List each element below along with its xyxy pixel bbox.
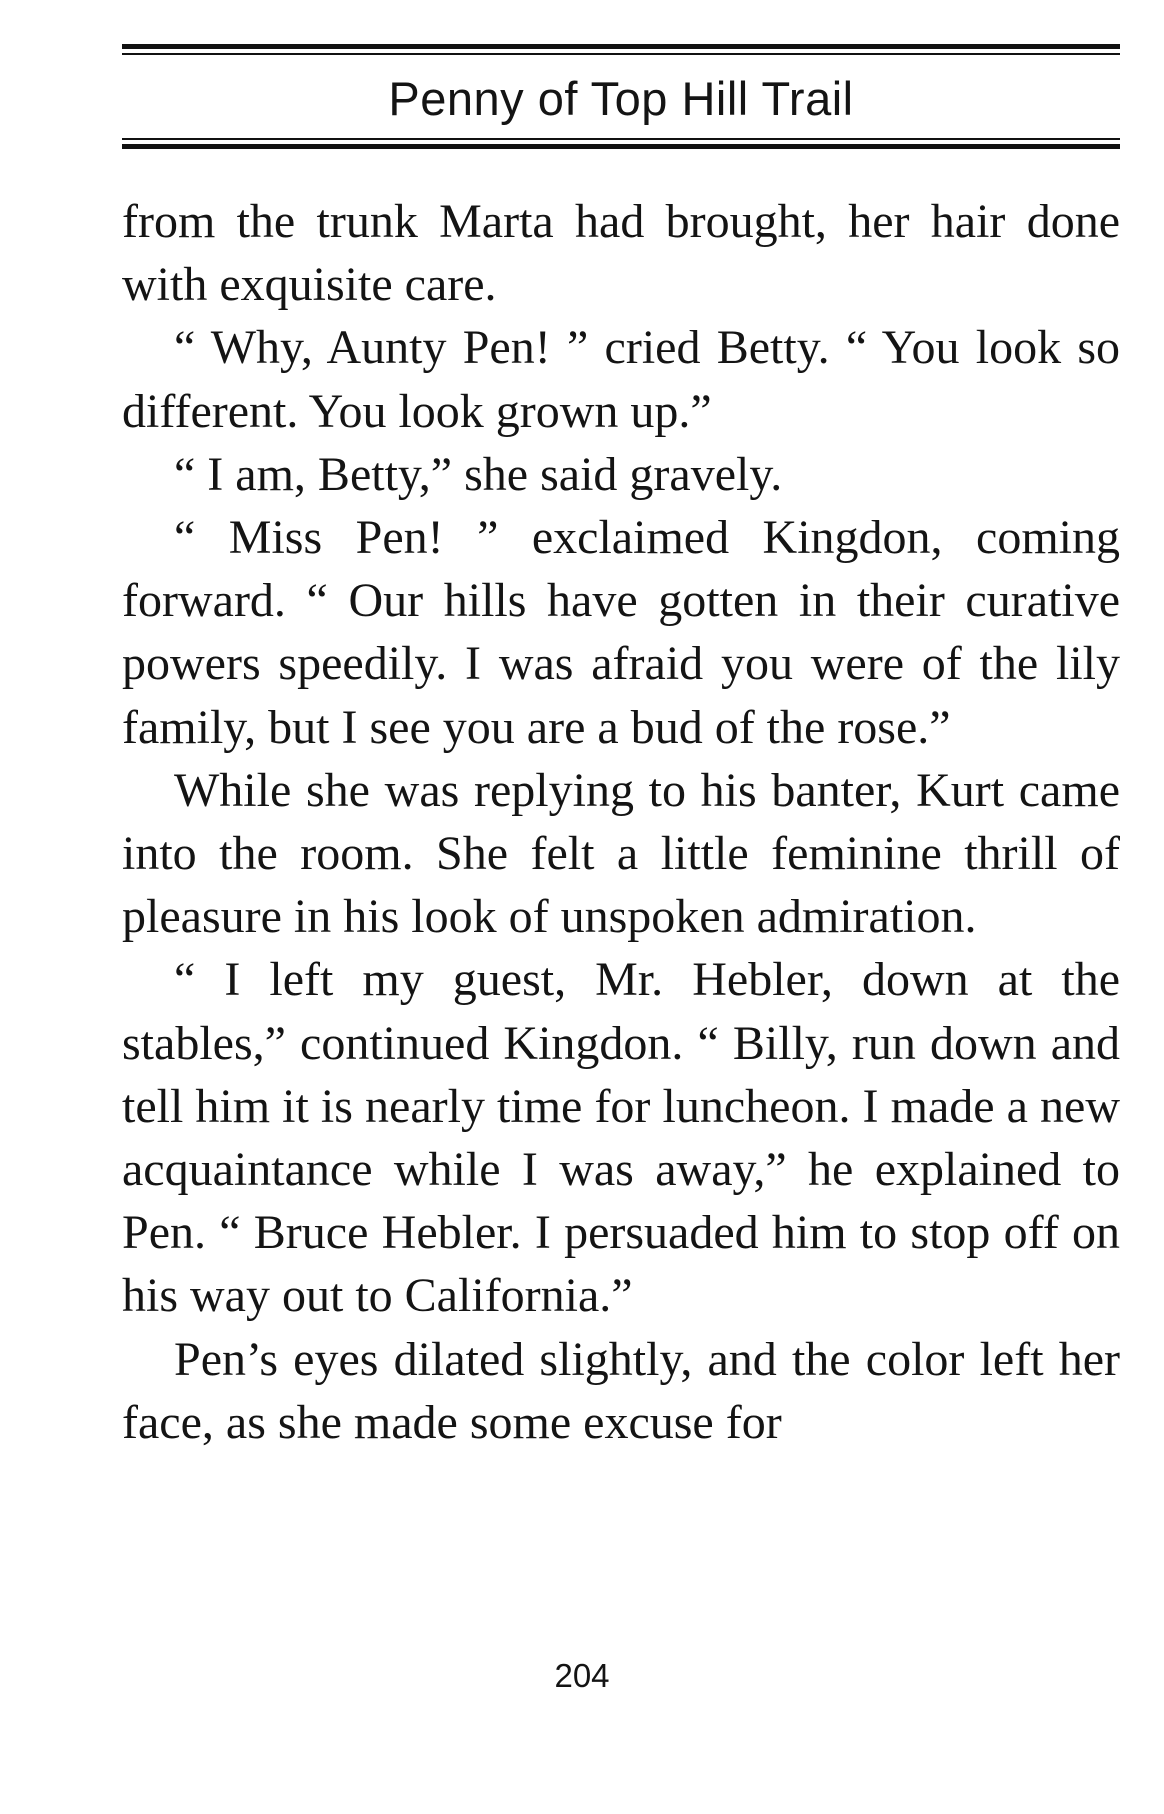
paragraph-continuation: from the trunk Marta had brought, her hair done with exquisite care.	[122, 195, 1120, 312]
paragraph: “ Miss Pen! ” exclaimed Kingdon, coming forward. “ Our hills have gotten in their curative powers speedily. I was afraid you were of the lily family, but I see you are a bud of the rose.”	[122, 511, 1120, 754]
paragraph: “ I am, Betty,” she said gravely.	[174, 447, 783, 501]
page-number: 204	[554, 1657, 610, 1694]
header-bottom-rule	[122, 138, 1120, 149]
header-top-rule-thick	[122, 44, 1120, 49]
header-bottom-rule-thin	[122, 138, 1120, 140]
body-text	[122, 190, 1120, 1454]
paragraph: While she was replying to his banter, Kurt came into the room. She felt a little feminine thrill of pleasure in his look of unspoken admiration.	[122, 763, 1120, 944]
header-top-rule-thin	[122, 53, 1120, 55]
header-bottom-rule-thick	[122, 144, 1120, 149]
header-top-rule	[122, 44, 1120, 55]
running-title: Penny of Top Hill Trail	[388, 72, 854, 125]
paragraph: “ I left my guest, Mr. Hebler, down at the stables,” continued Kingdon. “ Billy, run down and tell him it is nearly time for luncheon. I made a new acquaintance while I was away,” he explained to Pen. “ Bruce Hebler. I persuaded him to stop off on his way out to California.”	[122, 953, 1120, 1323]
paragraph: Pen’s eyes dilated slightly, and the color left her face, as she made some excuse for	[122, 1332, 1120, 1449]
paragraph: “ Why, Aunty Pen! ” cried Betty. “ You look so different. You look grown up.”	[122, 321, 1120, 438]
